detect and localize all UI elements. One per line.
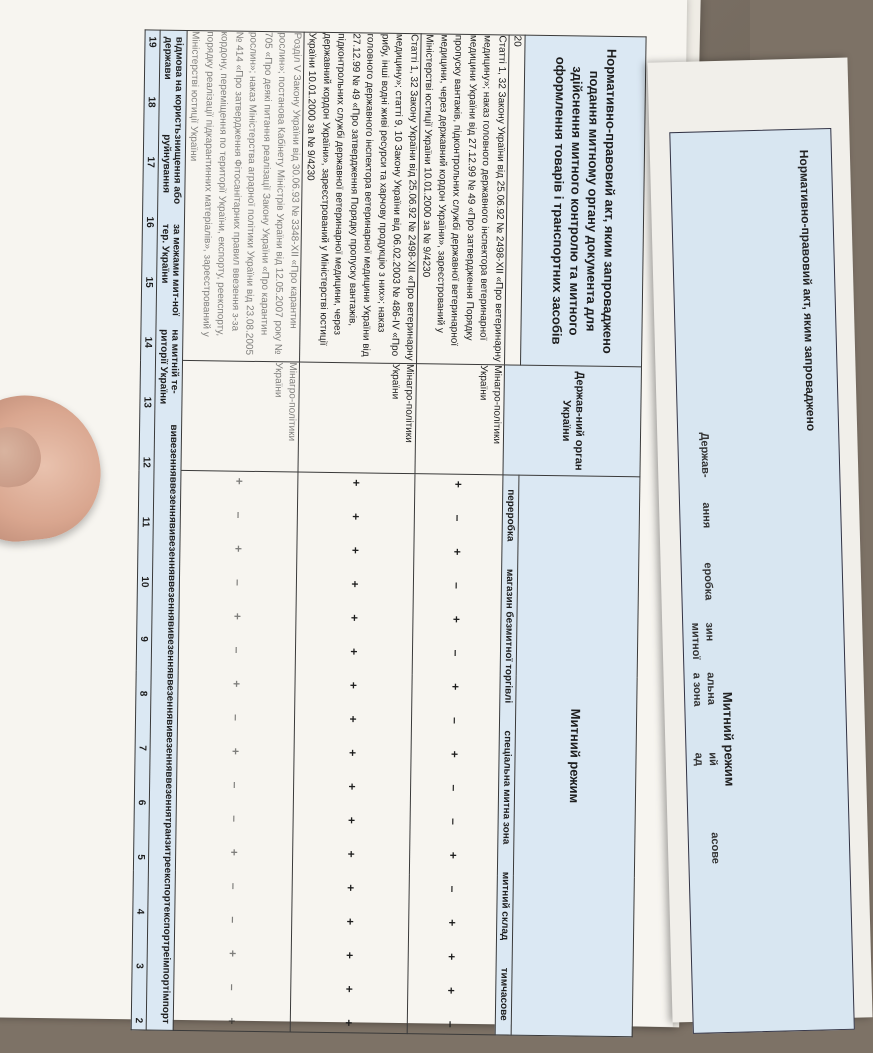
column-number: 8 (137, 690, 149, 697)
column-header: за межами мит-ної тер. України (159, 223, 182, 316)
organ-row-3: Мінагро-політики України (181, 360, 300, 472)
right-word: а зона (690, 672, 704, 707)
group-pererobka: переробка (504, 489, 517, 542)
mark: – (229, 646, 245, 654)
right-page-title: Нормативно-правовий акт, яким запроваджено (796, 149, 819, 432)
column-header: вивезення (166, 522, 178, 575)
column-number: 3 (134, 963, 146, 969)
mark: + (232, 477, 247, 485)
mark: + (344, 816, 359, 824)
column-number: 7 (137, 745, 149, 751)
title-col-number: 20 (505, 35, 526, 365)
mark: + (345, 715, 361, 723)
right-table (669, 128, 855, 1034)
marks-list (338, 473, 368, 1032)
column-number: 17 (145, 156, 157, 168)
mark: + (345, 782, 360, 791)
column-number: 9 (138, 636, 150, 642)
right-word: ий (706, 752, 719, 766)
column-number: 2 (133, 1017, 145, 1024)
column-header: вивезення (167, 424, 180, 477)
rotated-table-wrapper (53, 28, 647, 1036)
mark: + (342, 951, 357, 959)
mark: + (349, 479, 364, 487)
right-word: альна (704, 672, 718, 706)
law-text-row-1: Статті 1, 32 Закону України від 25.06.92 № 2498-XII «Про ветеринарну медицину»; наказ головного державного інспектора ветеринарної медицини України від 27.12.99 № 49 «Про затвердження Порядку пропуску вантажів, підконтрольних службі державної ветеринарної медицини, через державний кордон України», зареєстрований у Міністерстві юстиції України 10.01.2000 за № 9/4230 (417, 34, 510, 365)
mark: + (343, 917, 358, 926)
mark: + (348, 546, 363, 554)
organ-header: Держав-ний орган України (503, 365, 642, 477)
right-table-rotated (670, 129, 854, 1033)
mark: – (450, 582, 465, 589)
group-mytnyi-sklad: митний склад (498, 871, 511, 941)
mark: – (449, 649, 464, 657)
marks-row-3 (173, 470, 298, 1032)
right-page (647, 58, 872, 1023)
column-number: 4 (134, 908, 146, 915)
column-number: 5 (135, 854, 147, 860)
mark: + (451, 480, 466, 488)
right-word: асове (708, 832, 722, 865)
right-word: ання (699, 502, 713, 529)
marks-row-1 (407, 474, 503, 1035)
mark: – (448, 717, 463, 724)
mark: + (345, 749, 360, 757)
mark: – (230, 579, 245, 586)
column-number: 6 (136, 799, 148, 806)
column-header: ввезення (166, 476, 179, 523)
column-header: реекспорт (161, 855, 174, 907)
column-header: реімпорт (160, 945, 172, 991)
mark: – (227, 815, 242, 823)
mark: + (446, 851, 461, 859)
column-number: 10 (139, 576, 151, 588)
law-text-row-2: Статті 1, 32 Закону України від 25.06.92 № 2498-XII «Про ветеринарну медицину»; статті 9, 10 Закону України від 06.02.2003 № 486-IV «Про рибу, інші водні живі ресурси та харчову продукцію з них»; наказ головного державного інспектора ветеринарної медицини України від 27.12.99 № 49 «Про затвердження Порядку пропуску вантажів, підконтрольних службі державної ветеринарної медицини, через державний кордон України», зареєстрований у Міністерстві юстиції України 10.01.2000 за № 9/4230 (300, 32, 422, 364)
mark: + (225, 949, 240, 958)
mark: + (346, 648, 362, 656)
column-header: ввезення (165, 574, 178, 621)
column-number: 19 (146, 36, 159, 48)
organ-row-2: Мінагро-політики України (298, 362, 417, 474)
right-word: Держав- (698, 432, 712, 478)
group-timchasove: тимчасове (497, 967, 510, 1021)
mark: + (448, 750, 463, 758)
marks-list (440, 475, 470, 1034)
right-word: зин (703, 622, 716, 642)
mark: – (225, 983, 240, 991)
mark: + (445, 919, 460, 927)
right-word: еробка (701, 562, 715, 601)
mark: + (348, 513, 363, 521)
mark: – (229, 714, 244, 721)
right-word: ад (692, 752, 705, 766)
column-header: на митній те-риторії України (157, 329, 181, 405)
mark: – (447, 784, 462, 792)
column-number: 12 (141, 456, 153, 468)
group-specialna-zona: спеціальна митна зона (500, 730, 513, 845)
mark: – (451, 514, 466, 522)
column-number: 13 (141, 396, 154, 408)
column-number: 16 (144, 216, 156, 228)
column-header: відмова на користь держави (161, 36, 185, 135)
mark: + (227, 848, 242, 856)
marks-row-2 (290, 472, 415, 1034)
group-magazyn: магазин безмитної торгівлі (502, 568, 516, 704)
column-header: ввезення (164, 673, 176, 720)
mark: – (226, 916, 241, 924)
mark: + (448, 683, 464, 691)
mark: + (347, 580, 362, 588)
mark: – (226, 882, 241, 890)
mark: + (344, 850, 359, 858)
mark: + (231, 545, 246, 553)
mark: + (444, 986, 459, 995)
column-header: вивезення (164, 620, 177, 674)
column-number: 11 (140, 516, 152, 528)
mark: – (444, 1020, 459, 1028)
mark: – (228, 781, 243, 789)
mark: + (342, 985, 357, 993)
table-title: Нормативно-правовий акт, яким запроваджено подання митному органу документа для здійснення митного контролю та митного оформлення товарів і транспортних засобів (520, 35, 646, 367)
column-header: експорт (160, 906, 173, 946)
mark: + (346, 681, 361, 689)
right-word: митної (689, 622, 703, 660)
mark: + (445, 953, 460, 961)
mark: + (449, 615, 464, 623)
mode-header: Митний режим (511, 475, 640, 1037)
mark: + (341, 1019, 356, 1027)
marks-list (221, 472, 251, 1031)
mark: + (450, 548, 465, 556)
mark: – (446, 885, 461, 893)
mark: + (230, 612, 245, 620)
column-header: вивезення (163, 719, 176, 772)
mark: + (224, 1017, 239, 1025)
mark: + (229, 680, 244, 688)
mark: + (228, 747, 243, 755)
customs-table (131, 29, 647, 1037)
column-header: ввезення (162, 771, 175, 818)
mark: + (343, 884, 358, 892)
law-text-row-3: Розділ V Закону України від 30.06.93 № 3348-XII «Про карантин рослин»; постанова Кабінету Міністрів України від 12.05.2007 року № 705 «Про деякі питання реалізації Закону України «Про карантин рослин»; наказ Міністерства аграрної політики України від 23.08.2005 № 414 «Про затвердження Фітосанітарних правил ввезення з-за кордону, переміщення по території України, експорту, реекспорту, порядку реалізації підкарантинних матеріалів», зареєстрований у Міністерстві юстиції України (183, 30, 305, 362)
column-number: 14 (142, 336, 154, 348)
column-number: 18 (146, 96, 158, 108)
right-page-mode: Митний режим (719, 691, 738, 787)
fingernail (0, 424, 44, 490)
mark: + (347, 614, 362, 622)
mark: – (231, 511, 246, 519)
mark: – (447, 818, 462, 825)
column-number: 15 (143, 276, 155, 288)
column-header: транзит (162, 817, 174, 857)
column-header: імпорт (159, 990, 172, 1024)
organ-row-1: Мінагро-політики України (415, 364, 505, 475)
column-header: знищення або руйнування (160, 134, 184, 205)
